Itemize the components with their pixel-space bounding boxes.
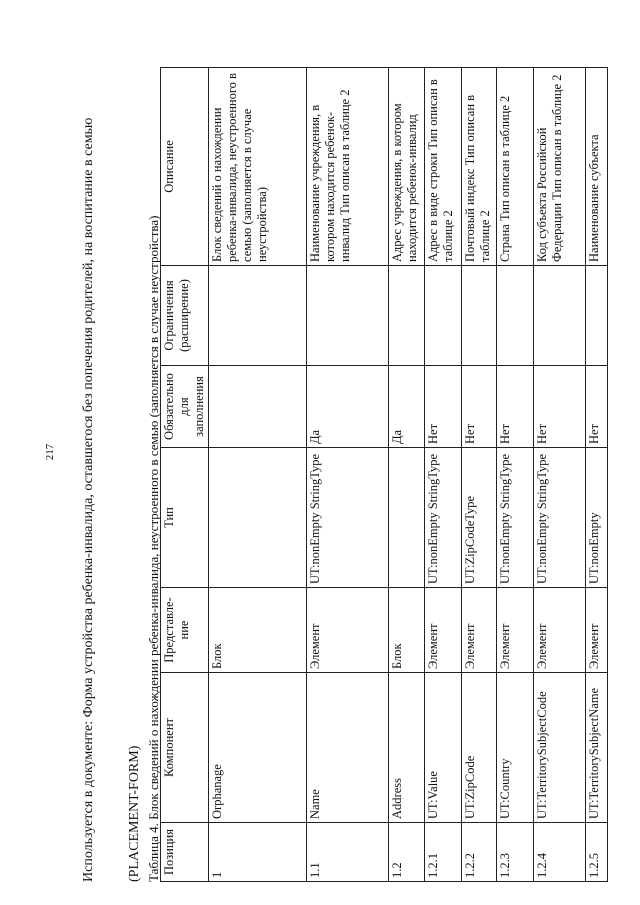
cell-representation: Элемент [425, 588, 462, 673]
cell-position: 1.1 [307, 823, 389, 882]
cell-restrictions [586, 266, 608, 366]
header-component: Компонент [161, 673, 209, 823]
cell-representation: Элемент [307, 588, 389, 673]
header-restrictions: Ограничения (расширение) [161, 266, 209, 366]
cell-restrictions [389, 266, 425, 366]
cell-description: Код субъекта Российской Федерации Тип описан в таблице 2 [534, 68, 586, 266]
table-row [534, 68, 586, 882]
cell-component: UT:Value [425, 673, 462, 823]
cell-component: UT:TerritorySubjectName [586, 673, 608, 823]
cell-position: 1 [209, 823, 307, 882]
table-row [209, 68, 307, 882]
table-row [497, 68, 534, 882]
table-row [462, 68, 497, 882]
cell-description: Наименование субъекта [586, 68, 608, 266]
cell-representation: Элемент [586, 588, 608, 673]
rotated-page-content [80, 52, 601, 882]
cell-component: UT:TerritorySubjectCode [534, 673, 586, 823]
cell-required: Нет [534, 366, 586, 448]
cell-required: Нет [425, 366, 462, 448]
cell-required: Нет [586, 366, 608, 448]
cell-component: Orphanage [209, 673, 307, 823]
cell-required [209, 366, 307, 448]
cell-representation: Блок [389, 588, 425, 673]
cell-restrictions [209, 266, 307, 366]
intro-line-1: Используется в документе: Форма устройства ребенка-инвалида, оставшегося без попечения родителей, на воспитание в семью [81, 117, 96, 882]
table-row [307, 68, 389, 882]
cell-position: 1.2.3 [497, 823, 534, 882]
cell-restrictions [462, 266, 497, 366]
table-caption: Таблица 4. Блок сведений о нахождении ребенка-инвалида, неустроенного в семью (заполняется в случае неустройства) [146, 215, 161, 882]
cell-type: UT:nonEmpty StringType [425, 448, 462, 588]
cell-required: Нет [462, 366, 497, 448]
cell-component: Address [389, 673, 425, 823]
cell-type: UT:nonEmpty StringType [534, 448, 586, 588]
cell-representation: Элемент [462, 588, 497, 673]
cell-description: Блок сведений о нахождении ребенка-инвалида, неустроенного в семью (заполняется в случае неустройства) [209, 68, 307, 266]
header-position: Позиция [161, 823, 209, 882]
table-header-row [161, 68, 209, 882]
cell-representation: Блок [209, 588, 307, 673]
cell-type: UT:nonEmpty [586, 448, 608, 588]
cell-type: UT:ZipCodeType [462, 448, 497, 588]
cell-type: UT:nonEmpty StringType [497, 448, 534, 588]
cell-description: Адрес в виде строки Тип описан в таблице 2 [425, 68, 462, 266]
cell-component: Name [307, 673, 389, 823]
cell-position: 1.2.4 [534, 823, 586, 882]
cell-position: 1.2 [389, 823, 425, 882]
cell-description: Адрес учреждения, в котором находится ребенок-инвалид [389, 68, 425, 266]
table-row [586, 68, 608, 882]
cell-description: Наименование учреждения, в котором находится ребенок-инвалид Тип описан в таблице 2 [307, 68, 389, 266]
cell-required: Нет [497, 366, 534, 448]
cell-description: Почтовый индекс Тип описан в таблице 2 [462, 68, 497, 266]
cell-type [209, 448, 307, 588]
cell-description: Страна Тип описан в таблице 2 [497, 68, 534, 266]
cell-restrictions [307, 266, 389, 366]
spec-table [160, 67, 608, 882]
cell-position: 1.2.5 [586, 823, 608, 882]
header-description: Описание [161, 68, 209, 266]
cell-type: UT:nonEmpty StringType [307, 448, 389, 588]
cell-component: UT:Country [497, 673, 534, 823]
cell-representation: Элемент [497, 588, 534, 673]
table-row [389, 68, 425, 882]
cell-restrictions [497, 266, 534, 366]
table-row [425, 68, 462, 882]
cell-restrictions [425, 266, 462, 366]
cell-required: Да [307, 366, 389, 448]
header-required: Обязательно для заполнения [161, 366, 209, 448]
cell-restrictions [534, 266, 586, 366]
cell-position: 1.2.1 [425, 823, 462, 882]
cell-required: Да [389, 366, 425, 448]
cell-position: 1.2.2 [462, 823, 497, 882]
header-representation: Представле-ние [161, 588, 209, 673]
cell-type [389, 448, 425, 588]
intro-line-2: (PLACEMENT-FORM) [127, 745, 142, 882]
page-number: 217 [44, 443, 56, 461]
cell-component: UT:ZipCode [462, 673, 497, 823]
cell-representation: Элемент [534, 588, 586, 673]
header-type: Тип [161, 448, 209, 588]
